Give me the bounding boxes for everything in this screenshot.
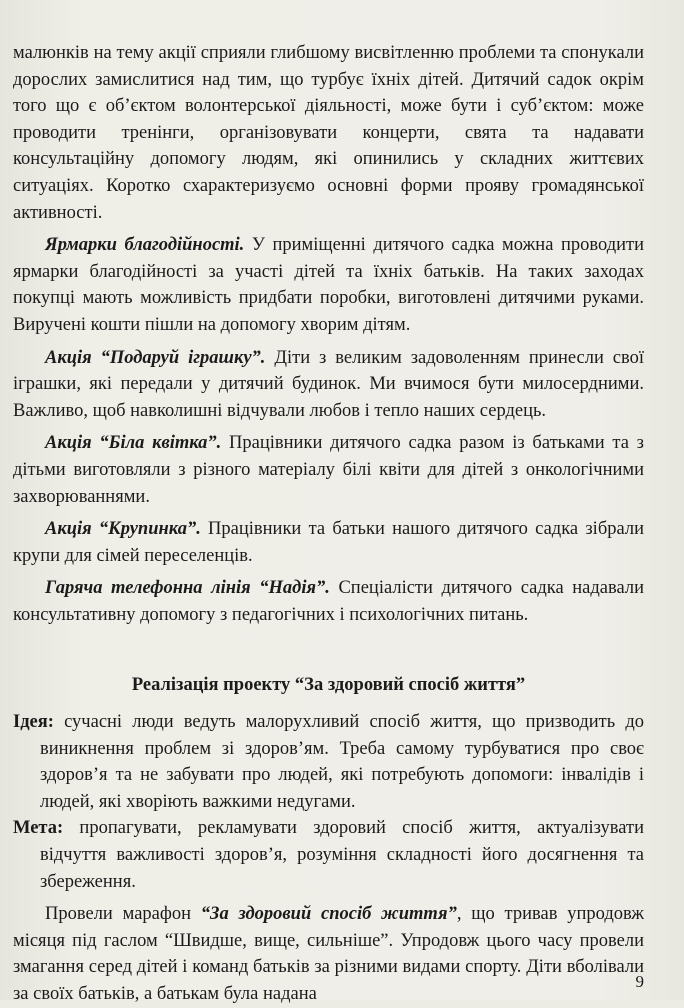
marathon-text-before: Провели марафон <box>45 904 201 925</box>
intro-paragraph: малюнків на тему акції сприяли глибшому висвітленню проблеми та спонукали дорослих замислитися над тим, що турбує їхніх дітей. Дитячий садок окрім того що є об’єктом волонтерської діяльності, може бути і суб’єктом: може проводити тренінги, організовувати концерти, свята та надавати консультаційну допомогу людям, які опинились у складних життєвих ситуаціях. Коротко схарактеризуємо основні форми прояву громадянської активності. <box>13 43 644 223</box>
paragraph-hotline <box>13 575 644 628</box>
paragraph-lead: Акція “Подаруй іграшку”. <box>45 347 266 368</box>
paragraph-lead: Акція “Крупинка”. <box>45 519 201 540</box>
section-heading: Реалізація проекту “За здоровий спосіб життя” <box>131 675 526 696</box>
marathon-paragraph <box>13 901 644 1007</box>
paragraph-lead: Ярмарки благодійності. <box>45 235 245 256</box>
paragraph-text: Спеціалісти дитячого садка надавали консультативну допомогу з педагогічних і психологічних питань. <box>13 578 644 625</box>
idea-definition <box>13 709 644 815</box>
paragraph-lead: Акція “Біла квітка”. <box>45 433 222 454</box>
paragraph-white-flower <box>13 430 644 510</box>
marathon-name: “За здоровий спосіб життя” <box>200 904 457 925</box>
page-number: 9 <box>635 972 644 991</box>
idea-label: Ідея: <box>13 712 54 733</box>
goal-text: пропагувати, рекламувати здоровий спосіб життя, актуалізувати відчуття важливості здоров’я, розуміння складності його досягнення та збереження. <box>40 818 644 892</box>
paragraph-grain <box>13 516 644 569</box>
goal-label: Мета: <box>13 818 64 839</box>
idea-text: сучасні люди ведуть малорухливий спосіб життя, що призводить до виникнення проблем зі здоров’ям. Треба самому турбуватися про своє здоров’я та не забувати про людей, які потребують допомоги: інвалідів і людей, які хворіють важкими недугами. <box>40 712 644 812</box>
main-text <box>13 40 644 1008</box>
paragraph-text: Працівники та батьки нашого дитячого садка зібрали крупи для сімей переселенців. <box>13 519 644 566</box>
paragraph-text: У приміщенні дитячого садка можна проводити ярмарки благодійності за участі дітей та їхніх батьків. На таких заходах покупці мають можливість придбати поробки, виготовлені дитячими руками. Виручені кошти пішли на допомогу хворим дітям. <box>13 235 644 335</box>
paragraph-charity-fairs <box>13 232 644 338</box>
goal-definition <box>13 815 644 895</box>
paragraph-gift-toy <box>13 345 644 425</box>
paragraph-text: Діти з великим задоволенням принесли свої іграшки, які передали у дитячий будинок. Ми вчимося бути милосердними. Важливо, щоб навколишні відчували любов і тепло наших сердець. <box>13 347 644 421</box>
paragraph-lead: Гаряча телефонна лінія “Надія”. <box>45 578 330 599</box>
paragraph-text: Працівники дитячого садка разом із батьками та з дітьми виготовляли з різного матеріалу білі квіти для дітей з онкологічними захворюваннями. <box>13 433 644 507</box>
marathon-text-after: , що тривав упродовж місяця під гаслом “Швидше, вище, сильніше”. Упродовж цього часу провели змагання серед дітей і команд батьків за різними видами спорту. Діти вболівали за своїх батьків, а батькам була надана <box>13 904 644 1004</box>
